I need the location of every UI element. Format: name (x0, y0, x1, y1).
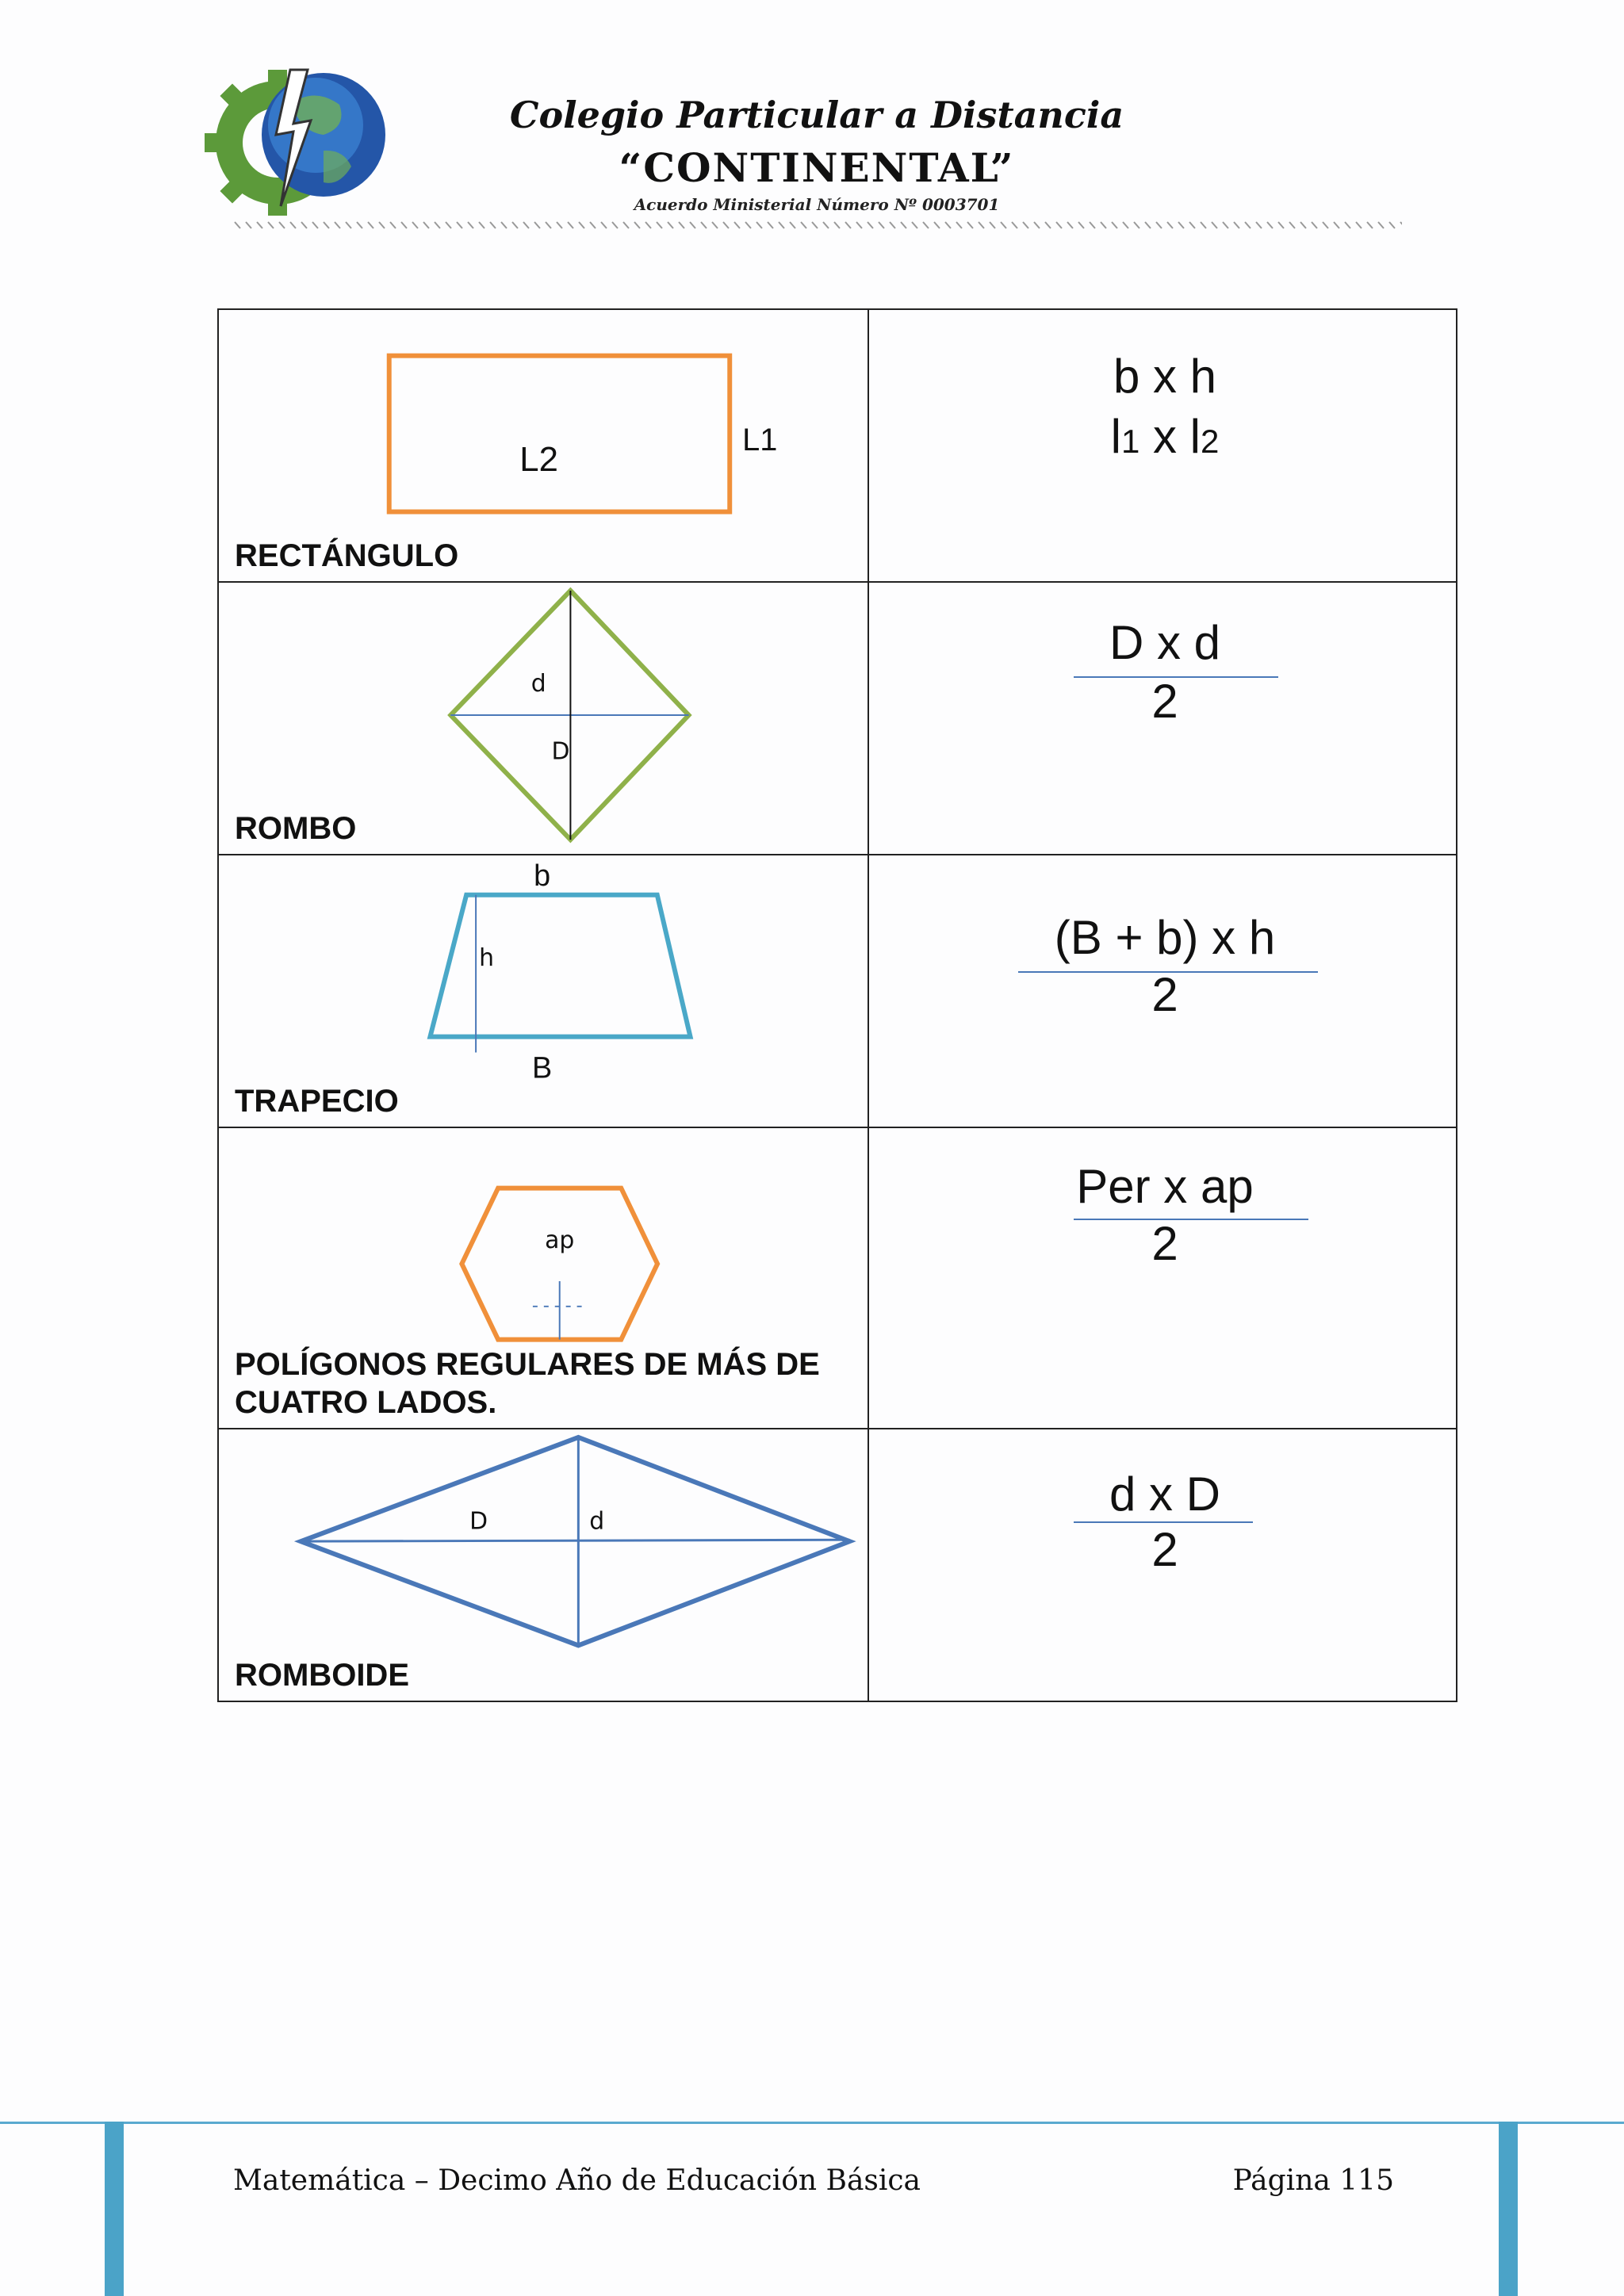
formula-subscript: 2 (1201, 423, 1220, 460)
trapezoid-label-B: B (532, 1051, 553, 1085)
formula-cell (868, 1429, 1457, 1701)
rectangle-shape (389, 356, 730, 512)
school-line: Colegio Particular a Distancia (509, 94, 1124, 136)
formula-numerator: D x d (1109, 616, 1221, 669)
formula-line-sub (869, 408, 1461, 470)
school-name: “CONTINENTAL” (619, 144, 1015, 191)
shape-name (235, 1345, 820, 1422)
table-row-polygon (218, 1127, 1457, 1429)
area-formula-table (217, 308, 1457, 1702)
footer-right-bar (1499, 2122, 1518, 2296)
trapezoid-label-b: b (534, 859, 551, 893)
formula-denominator: 2 (1151, 675, 1178, 728)
formula-denominator: 2 (1151, 1523, 1178, 1576)
formula-cell (868, 309, 1457, 582)
header-divider (233, 219, 1402, 233)
rectangle-label-l1: L1 (742, 422, 778, 457)
page-number: Página 115 (1232, 2164, 1394, 2197)
formula-numerator: Per x ap (1076, 1160, 1254, 1213)
table-row-rectangle (218, 309, 1457, 582)
formula-subscript: 1 (1120, 423, 1140, 460)
footer-left-bar (105, 2122, 124, 2296)
formula-text: l (1110, 410, 1121, 463)
shape-name-line1: POLÍGONOS REGULARES DE MÁS DE (235, 1347, 820, 1382)
shape-name: TRAPECIO (235, 1084, 399, 1119)
rhombus-label-D: D (551, 737, 570, 766)
rhomboid-label-d: d (589, 1507, 605, 1536)
table-row-rhombus (218, 582, 1457, 855)
shape-cell (218, 1429, 868, 1701)
shape-cell (218, 1127, 868, 1429)
shape-name-line2: CUATRO LADOS. (235, 1385, 497, 1420)
formula-line: b x h (1113, 350, 1217, 403)
formula-denominator: 2 (1151, 1217, 1178, 1270)
formula-numerator: d x D (1109, 1468, 1221, 1521)
footer-subject: Matemática – Decimo Año de Educación Básica (233, 2164, 921, 2197)
table-row-trapezoid (218, 855, 1457, 1127)
school-logo (205, 55, 395, 222)
formula-denominator: 2 (1151, 968, 1178, 1021)
shape-name: ROMBOIDE (235, 1658, 409, 1693)
hexagon-label-ap: ap (545, 1226, 575, 1255)
shape-cell (218, 855, 868, 1127)
rhomboid-label-D: D (469, 1507, 488, 1536)
formula-cell (868, 1127, 1457, 1429)
ministerial-agreement: Acuerdo Ministerial Número Nº 0003701 (634, 195, 1000, 214)
rectangle-label-l2: L2 (519, 439, 558, 479)
rhombus-label-d: d (530, 670, 546, 698)
shape-cell (218, 309, 868, 582)
table-row-rhomboid (218, 1429, 1457, 1701)
rhomboid-horizontal-diagonal (301, 1540, 849, 1541)
formula-numerator: (B + b) x h (1054, 911, 1276, 964)
formula-text: x l (1139, 410, 1201, 463)
shape-cell (218, 582, 868, 855)
shape-name: ROMBO (235, 811, 357, 846)
formula-cell (868, 582, 1457, 855)
footer-divider (0, 2122, 1624, 2124)
trapezoid-label-h: h (479, 944, 494, 973)
shape-name: RECTÁNGULO (235, 538, 459, 573)
formula-cell (868, 855, 1457, 1127)
trapezoid-shape (430, 895, 690, 1037)
